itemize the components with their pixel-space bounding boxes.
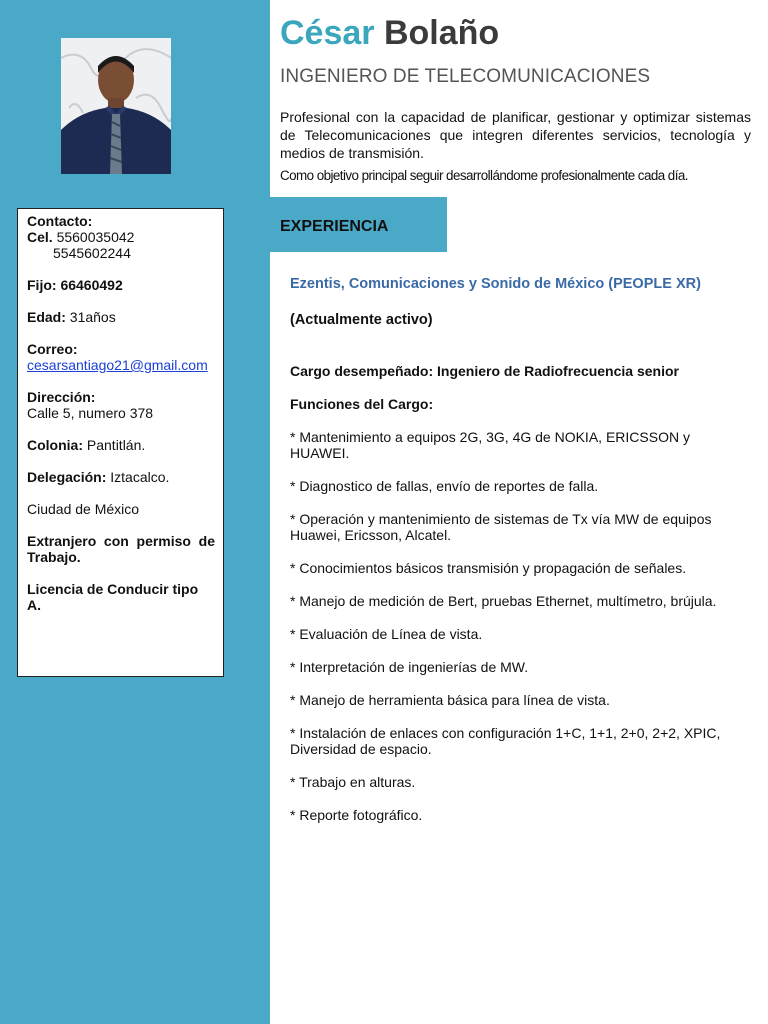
extranjero-note [27, 533, 215, 565]
delegacion-value: Iztacalco. [110, 469, 170, 485]
fijo-line [27, 277, 215, 293]
cel-line [27, 229, 215, 245]
email-link[interactable]: cesarsantiago21@gmail.com [27, 357, 208, 373]
edad-value: 31años [69, 309, 116, 325]
function-item: * Interpretación de ingenierías de MW. [290, 659, 529, 675]
experience-banner [270, 197, 447, 252]
function-item: * Instalación de enlaces con configuración 1+C, 1+1, 2+0, 2+2, XPIC, Diversidad de espacio. [290, 725, 721, 757]
direccion-line [27, 389, 215, 421]
fijo-label: Fijo: [27, 277, 57, 293]
colonia-line [27, 437, 215, 453]
experience-title: EXPERIENCIA [280, 218, 389, 235]
profile-photo [61, 38, 171, 174]
delegacion-label: Delegación: [27, 469, 107, 485]
experience-content [290, 276, 750, 840]
contact-box [17, 208, 224, 677]
job-status: (Actualmente activo) [290, 312, 433, 328]
correo-line [27, 341, 215, 373]
direccion-value: Calle 5, numero 378 [27, 405, 154, 421]
colonia-label: Colonia: [27, 437, 83, 453]
edad-label: Edad: [27, 309, 66, 325]
correo-label: Correo: [27, 341, 78, 357]
function-item: * Trabajo en alturas. [290, 774, 416, 790]
company-name: Ezentis, Comunicaciones y Sonido de México (PEOPLE XR) [290, 276, 701, 292]
function-item: * Manejo de medición de Bert, pruebas Ethernet, multímetro, brújula. [290, 593, 717, 609]
function-item: * Conocimientos básicos transmisión y propagación de señales. [290, 560, 687, 576]
candidate-name [280, 13, 499, 53]
cel-label: Cel. [27, 229, 53, 245]
function-item: * Diagnostico de fallas, envío de reportes de falla. [290, 478, 599, 494]
function-item: * Evaluación de Línea de vista. [290, 626, 483, 642]
colonia-value: Pantitlán. [86, 437, 146, 453]
summary-text: Profesional con la capacidad de planificar, gestionar y optimizar sistemas de Telecomunicaciones que integren diferentes servicios, tecnología y medios de transmisión. [280, 109, 751, 161]
last-name: Bolaño [383, 14, 500, 52]
function-item: * Operación y mantenimiento de sistemas de Tx vía MW de equipos Huawei, Ericsson, Alcatel. [290, 511, 712, 543]
fijo-value: 66460492 [60, 277, 123, 293]
cel-number-1: 5560035042 [56, 229, 135, 245]
function-item: * Mantenimiento a equipos 2G, 3G, 4G de NOKIA, ERICSSON y HUAWEI. [290, 429, 690, 461]
job-role: Cargo desempeñado: Ingeniero de Radiofrecuencia senior [290, 363, 679, 379]
summary-objective: Como objetivo principal seguir desarrollándome profesionalmente cada día. [280, 168, 688, 183]
function-item: * Manejo de herramienta básica para línea de vista. [290, 692, 610, 708]
first-name: César [280, 14, 375, 52]
contact-heading: Contacto: [27, 213, 93, 229]
cel-number-2: 5545602244 [53, 245, 131, 261]
extranjero-text: Extranjero con permiso de Trabajo. [27, 533, 215, 565]
functions-title: Funciones del Cargo: [290, 396, 434, 412]
delegacion-line [27, 469, 215, 485]
person-photo-icon [61, 38, 171, 174]
job-title: INGENIERO DE TELECOMUNICACIONES [280, 66, 651, 87]
edad-line [27, 309, 215, 325]
direccion-label: Dirección: [27, 389, 96, 405]
licencia-text: Licencia de Conducir tipo A. [27, 581, 199, 613]
function-item: * Reporte fotográfico. [290, 807, 423, 823]
licencia-note [27, 581, 215, 613]
ciudad: Ciudad de México [27, 501, 140, 517]
